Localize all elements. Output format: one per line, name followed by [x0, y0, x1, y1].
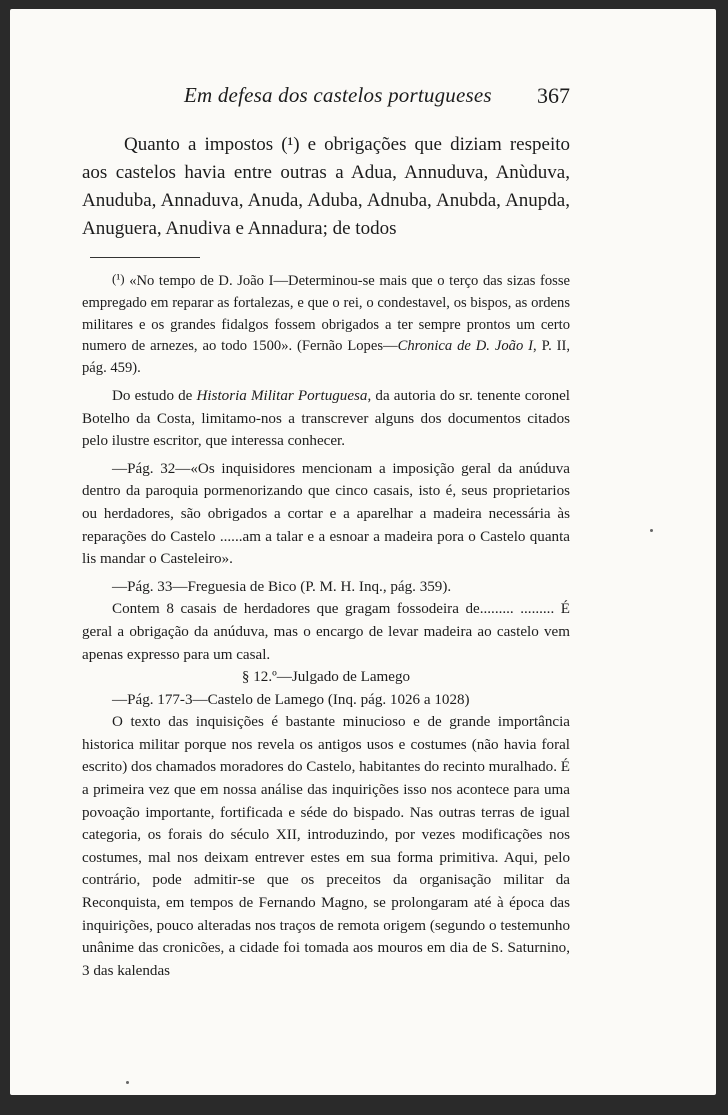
running-title: Em defesa dos castelos portugueses [184, 83, 492, 107]
note-p1-before: Do estudo de [112, 387, 197, 404]
footnote-italic-title: Chronica de D. João I [397, 338, 534, 355]
running-head [82, 69, 570, 109]
note-paragraph-3: —Pág. 33—Freguesia de Bico (P. M. H. Inq., pág. 359). [112, 578, 452, 595]
note-paragraph-6: O texto das inquisições é bastante minucioso e de grande importância historica militar porque nos revela os antigos usos e costumes (não havia foral escrito) dos chamados moradores do Castelo, habitantes do recinto muralhado. É a primeira vez que em nossa análise das inquirições isso nos acontece para uma povoação importante, fortificada e séde do bispado. Nas outras terras de igual categoria, os forais do século XII, introduzindo, por vezes modificações nos costumes, mal nos deixam entrever estes em sua forma primitiva. Aqui, pelo contrário, pode admitir-se que os preceitos da organisação militar da Reconquista, em tempos de Fernando Magno, se prolongaram até à época das inquirições, pouco alteradas nos traços de remota origem (segundo o testemunho unânime das cronicões, a cidade foi tomada aos mouros em dia de S. Saturnino, 3 das kalendas [82, 714, 570, 979]
note-paragraph-4: Contem 8 casais de herdadores que gragam fossodeira de......... ......... É geral a obrigação da anúduva, mas o encargo de levar madeira ao castelo vem apenas expresso para um casal. [82, 601, 570, 663]
page-number: 367 [537, 83, 570, 108]
footnote-marker: (¹) [112, 271, 125, 286]
note-p1-italic: Historia Militar Portuguesa [196, 387, 368, 404]
page-sheet [10, 9, 716, 1095]
note-p1-after: , da autoria do sr. tenente coronel Botelho da Costa, limitamo-nos a transcrever alguns dos documentos citados pelo ilustre escritor, que interessa conhecer. [82, 387, 571, 450]
footnote-rule [90, 257, 200, 258]
main-paragraph: Quanto a impostos (¹) e obrigações que diziam respeito aos castelos havia entre outras a Adua, Annuduva, Anùduva, Anuduba, Annaduva, Anuda, Aduba, Adnuba, Anubda, Anupda, Anuguera, Anudiva e Annadura; de todos [82, 134, 570, 239]
note-paragraph-1 [82, 385, 570, 453]
paper-speck [126, 1081, 129, 1084]
note-paragraph-2: —Pág. 32—«Os inquisidores mencionam a imposição geral da anúduva dentro da paroquia pormenorizando que cinco casais, isto é, seus proprietarios ou herdadores, são obrigados a cortar e a aparelhar a madeira necessária às reparações do Castelo ......am a talar e a esnoar a madeira pora o Castelo quanta lis mandar o Casteleiro». [82, 460, 570, 568]
book-page [82, 69, 570, 982]
footnote-text-after: , P. II, pág. 459). [82, 338, 570, 377]
footnote [82, 268, 570, 380]
footnote-text-before: «No tempo de D. João I—Determinou-se mais que o terço das sizas fosse empregado em reparar as fortalezas, e que o rei, o condestavel, os bispos, as ordens militares e os grandes fidalgos fossem obrigados a ter sempre prontos um certo numero de arnezes, ao todo 1500». (Fernão Lopes— [82, 273, 570, 355]
section-heading: § 12.º—Julgado de Lamego [241, 669, 411, 686]
paper-speck [650, 529, 653, 532]
note-paragraph-5: —Pág. 177-3—Castelo de Lamego (Inq. pág. 1026 a 1028) [112, 691, 470, 708]
